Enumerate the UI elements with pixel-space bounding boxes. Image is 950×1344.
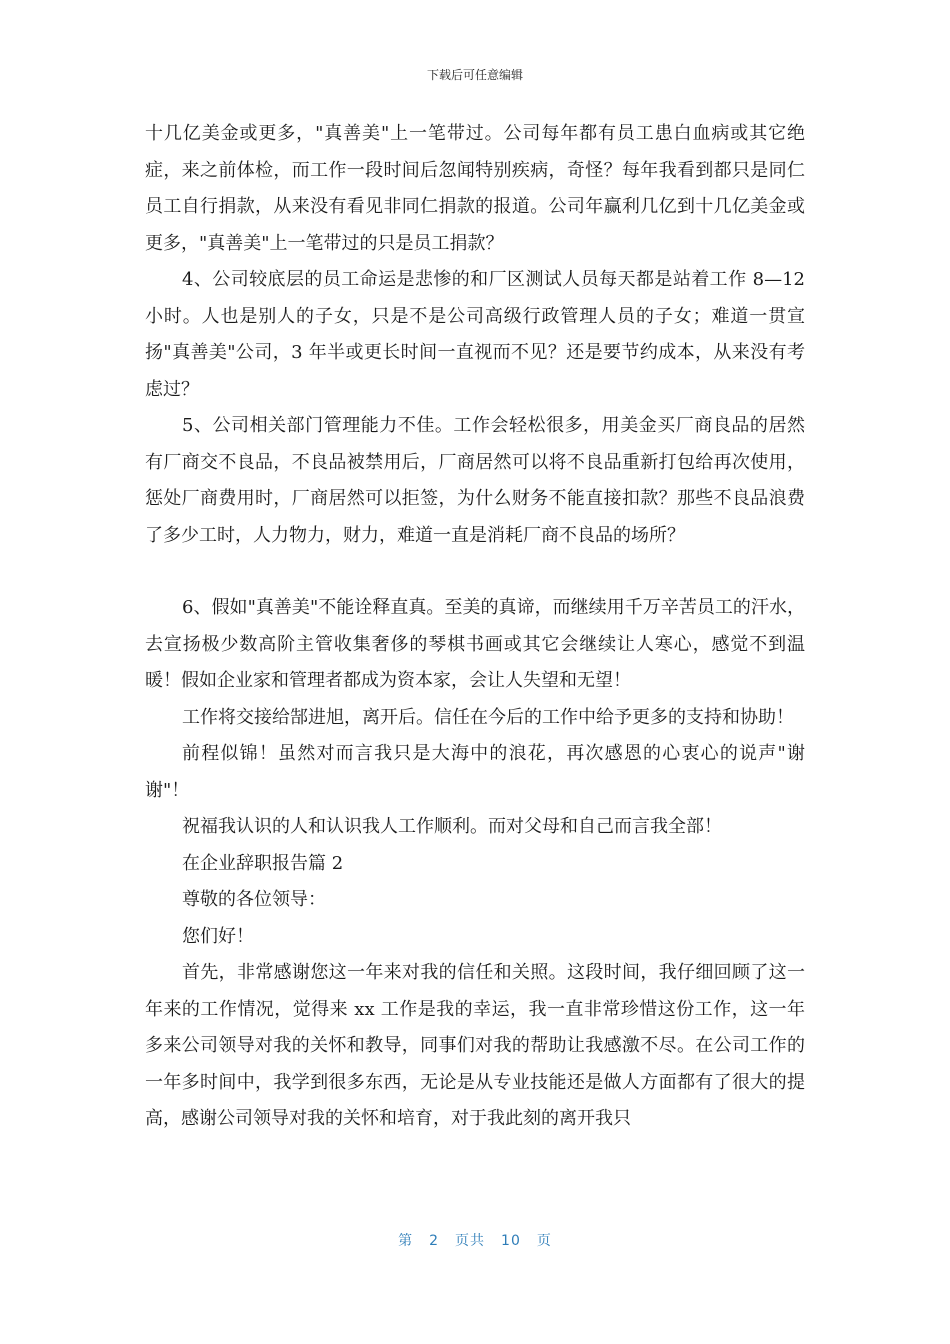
paragraph-item-5: 5、公司相关部门管理能力不佳。工作会轻松很多，用美金买厂商良品的居然有厂商交不良品，不良品被禁用后，厂商居然可以将不良品重新打包给再次使用，惩处厂商费用时，厂商居然可以拒签，为什么财务不能直接扣款？那些不良品浪费了多少工时，人力物力，财力，难道一直是消耗厂商不良品的场所？ (145, 415, 805, 546)
header-note: 下载后可任意编辑 (426, 68, 523, 82)
paragraph-handover: 工作将交接给郜进旭，离开后。信任在今后的工作中给予更多的支持和协助！ (182, 706, 794, 728)
document-body (145, 116, 805, 1138)
greeting: 您们好！ (182, 925, 254, 947)
paragraph-thanks: 前程似锦！虽然对而言我只是大海中的浪花，再次感恩的心衷心的说声"谢谢"！ (145, 743, 805, 801)
page-suffix: 页 (536, 1233, 552, 1249)
page-middle: 页共 (455, 1233, 486, 1249)
total-pages: 10 (501, 1233, 521, 1249)
page-header (0, 66, 950, 83)
paragraph-continued: 十几亿美金或更多，"真善美"上一笔带过。公司每年都有员工患白血病或其它绝症，来之前体检，而工作一段时间后忽闻特别疾病，奇怪？每年我看到都只是同仁员工自行捐款，从来没有看见非同仁捐款的报道。公司年赢利几亿到十几亿美金或更多，"真善美"上一笔带过的只是员工捐款？ (145, 123, 805, 254)
paragraph-item-4: 4、公司较底层的员工命运是悲惨的和厂区测试人员每天都是站着工作 8—12 小时。人也是别人的子女，只是不是公司高级行政管理人员的子女；难道一贯宣扬"真善美"公司，3 年半或更长时间一直视而不见？还是要节约成本，从来没有考虑过？ (145, 269, 805, 400)
paragraph-blessing: 祝福我认识的人和认识我人工作顺利。而对父母和自己而言我全部！ (182, 816, 722, 837)
page-prefix: 第 (398, 1233, 414, 1249)
paragraph-opening: 首先，非常感谢您这一年来对我的信任和关照。这段时间，我仔细回顾了这一年来的工作情况，觉得来 xx 工作是我的幸运，我一直非常珍惜这份工作，这一年多来公司领导对我的关怀和教导，同事们对我的帮助让我感激不尽。在公司工作的一年多时间中，我学到很多东西，无论是从专业技能还是做人方面都有了很大的提高，感谢公司领导对我的关怀和培育，对于我此刻的离开我只 (145, 962, 805, 1129)
section-title: 在企业辞职报告篇 2 (182, 852, 344, 874)
salutation: 尊敬的各位领导： (182, 889, 326, 910)
page-footer (0, 1230, 950, 1250)
paragraph-item-6: 6、假如"真善美"不能诠释直真。至美的真谛，而继续用千万辛苦员工的汗水，去宣扬极少数高阶主管收集奢侈的琴棋书画或其它会继续让人寒心，感觉不到温暖！假如企业家和管理者都成为资本家，会让人失望和无望！ (145, 597, 805, 691)
page-number: 2 (429, 1233, 440, 1249)
